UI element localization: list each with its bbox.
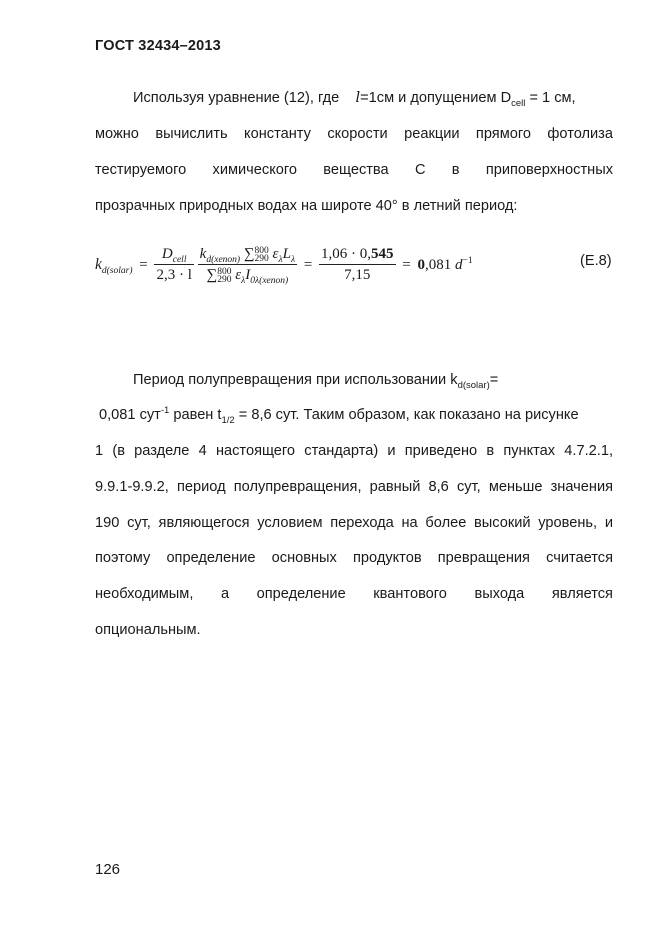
formula-frac3: $\frac{1,06 \cdot 0,545}{7,15}$ — [321, 246, 394, 283]
document-header: ГОСТ 32434–2013 — [95, 38, 221, 54]
formula-lhs: $k_{d(solar)}$ — [95, 256, 133, 276]
formula-eq2: = — [303, 256, 313, 273]
formula-e8 — [95, 246, 615, 302]
word: необходимым, — [95, 586, 194, 602]
para1-line3 — [95, 161, 613, 179]
page-number: 126 — [95, 861, 121, 878]
para2-line8: опциональным. — [95, 622, 201, 638]
word: вещества — [323, 162, 389, 178]
para1-text-c: = 1 см, — [525, 90, 576, 106]
word: тестируемого — [95, 162, 187, 178]
formula-result: 0,081 $d^{-1}$ — [417, 255, 473, 273]
para2-line6: поэтому определение основных продуктов превращения считается — [95, 550, 613, 566]
para2-line5: 190 сут, являющегося условием перехода на более высокий уровень, и — [95, 515, 613, 531]
para2-line1: Период полупревращения при использовании $k_{d(solar)}=$ — [133, 372, 499, 391]
para2-line4: 9.9.1-9.9.2, период полупревращения, равный 8,6 сут, меньше значения — [95, 479, 613, 495]
word: а — [220, 586, 230, 602]
para2-line7 — [95, 585, 613, 603]
para1-text-b: =1см и допущением D — [360, 90, 512, 106]
para1-sub-cell: cell — [511, 97, 526, 109]
para1-line4: прозрачных природных водах на широте 40° в летний период: — [95, 198, 518, 214]
word: выхода — [474, 586, 525, 602]
formula-frac2: $k_{d(xenon)}$ ∑ 800 290 $\varepsilon_\lambda L_\lambda$ ∑ 800 290 $\varepsilon_\lambda I_{0\lambda(xenon)}$ — [199, 245, 296, 286]
word: в — [451, 162, 460, 178]
word: квантового — [373, 586, 447, 602]
formula-eq3: = — [402, 256, 411, 273]
word: С — [414, 162, 426, 178]
formula-frac1: $\frac{D_{cell}}{2,3 \cdot l}$ — [156, 246, 192, 283]
word: определение — [256, 586, 346, 602]
para1-var-l: l — [355, 89, 361, 106]
para1-text-a: Используя уравнение (12), где — [133, 90, 340, 106]
para2-line2: 0,081 сут$^{-1}$ равен $t_{1/2} = 8,6$ сут. Таким образом, как показано на рисунке — [99, 405, 579, 426]
equation-number: (Е.8) — [580, 253, 612, 269]
para1-line2: можно вычислить константу скорости реакции прямого фотолиза — [95, 126, 613, 142]
word: химического — [212, 162, 297, 178]
word: является — [551, 586, 613, 602]
para2-line3: 1 (в разделе 4 настоящего стандарта) и приведено в пунктах 4.7.2.1, — [95, 443, 613, 459]
formula-eq1: = — [139, 256, 148, 273]
word: приповерхностных — [485, 162, 613, 178]
para1-line1 — [133, 89, 613, 107]
